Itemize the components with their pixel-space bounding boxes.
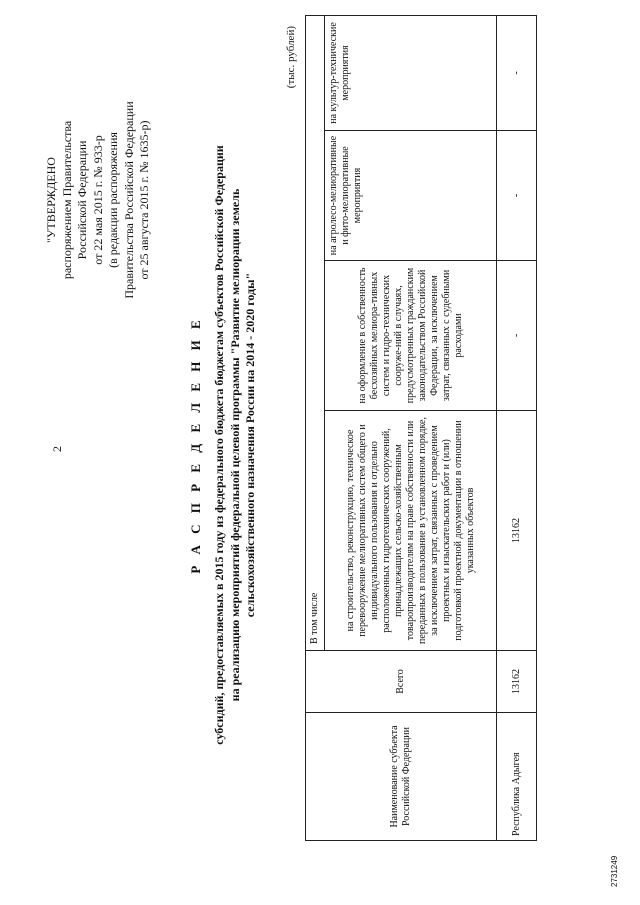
cell-region: Республика Адыгея [497, 713, 537, 841]
header-construction: на строительство, реконструкцию, техническое перевооружение мелиоративных систем общего и индивидуального пользования и отдельно расположенных гидротехнических сооружений, принадлежащих сельско-хозяйственным товаропроизводителям на праве собственности или переданных в пользование в установленном порядке, за исключением затрат, связанных с проведением проектных и изыскательских работ и (или) подготовкой проектной документации в отношении указанных объектов [325, 411, 497, 651]
table-row [497, 15, 537, 840]
cell-agro: - [497, 131, 537, 261]
cell-registration: - [497, 261, 537, 411]
page-number: 2 [50, 446, 64, 452]
header-including: В том числе [306, 15, 325, 650]
header-total: Всего [306, 651, 497, 713]
cell-total: 13162 [497, 651, 537, 713]
approval-stamp [44, 70, 153, 330]
units-label: (тыс. рублей) [285, 26, 297, 89]
cell-construction: 13162 [497, 411, 537, 651]
header-region: Наименование субъекта Российской Федерации [306, 713, 497, 841]
approval-line: распоряжением Правительства [59, 120, 74, 280]
approval-line: "УТВЕРЖДЕНО [44, 157, 58, 243]
subtitle-line: субсидий, предоставляемых в 2015 году из федерального бюджета бюджетам субъектов Российской Федерации [212, 145, 226, 745]
subtitle-line: на реализацию мероприятий федеральной целевой программы "Развитие мелиорации земель [227, 188, 242, 702]
approval-line: от 22 мая 2015 г. № 933-р [90, 135, 105, 265]
document-subtitle [212, 80, 259, 810]
approval-line: (в редакции распоряжения [106, 132, 120, 268]
subsidy-table [305, 15, 537, 841]
document-heading: Р А С П Р Е Д Е Л Е Н И Е [188, 316, 203, 574]
cell-cultural: - [497, 15, 537, 130]
approval-line: Правительства Российской Федерации [121, 101, 136, 299]
approval-line: от 25 августа 2015 г. № 1635-р) [137, 120, 151, 280]
header-agro: на агролесо-мелиоративные и фито-мелиоративные мероприятия [325, 131, 497, 261]
approval-line: Российской Федерации [75, 140, 89, 260]
subtitle-line: сельскохозяйственного назначения России на 2014 - 2020 годы" [243, 272, 257, 618]
header-registration: на оформление в собственность бесхозяйных мелиора-тивных систем и гидро-технических сооруже-ний в случаях, предусмотренных гражданским законодательством Российской Федерации, за исключением затрат, связанных с судебными расходами [325, 261, 497, 411]
footer-code: 2731249 [610, 855, 619, 887]
header-cultural: на культур-технические мероприятия [325, 15, 497, 130]
